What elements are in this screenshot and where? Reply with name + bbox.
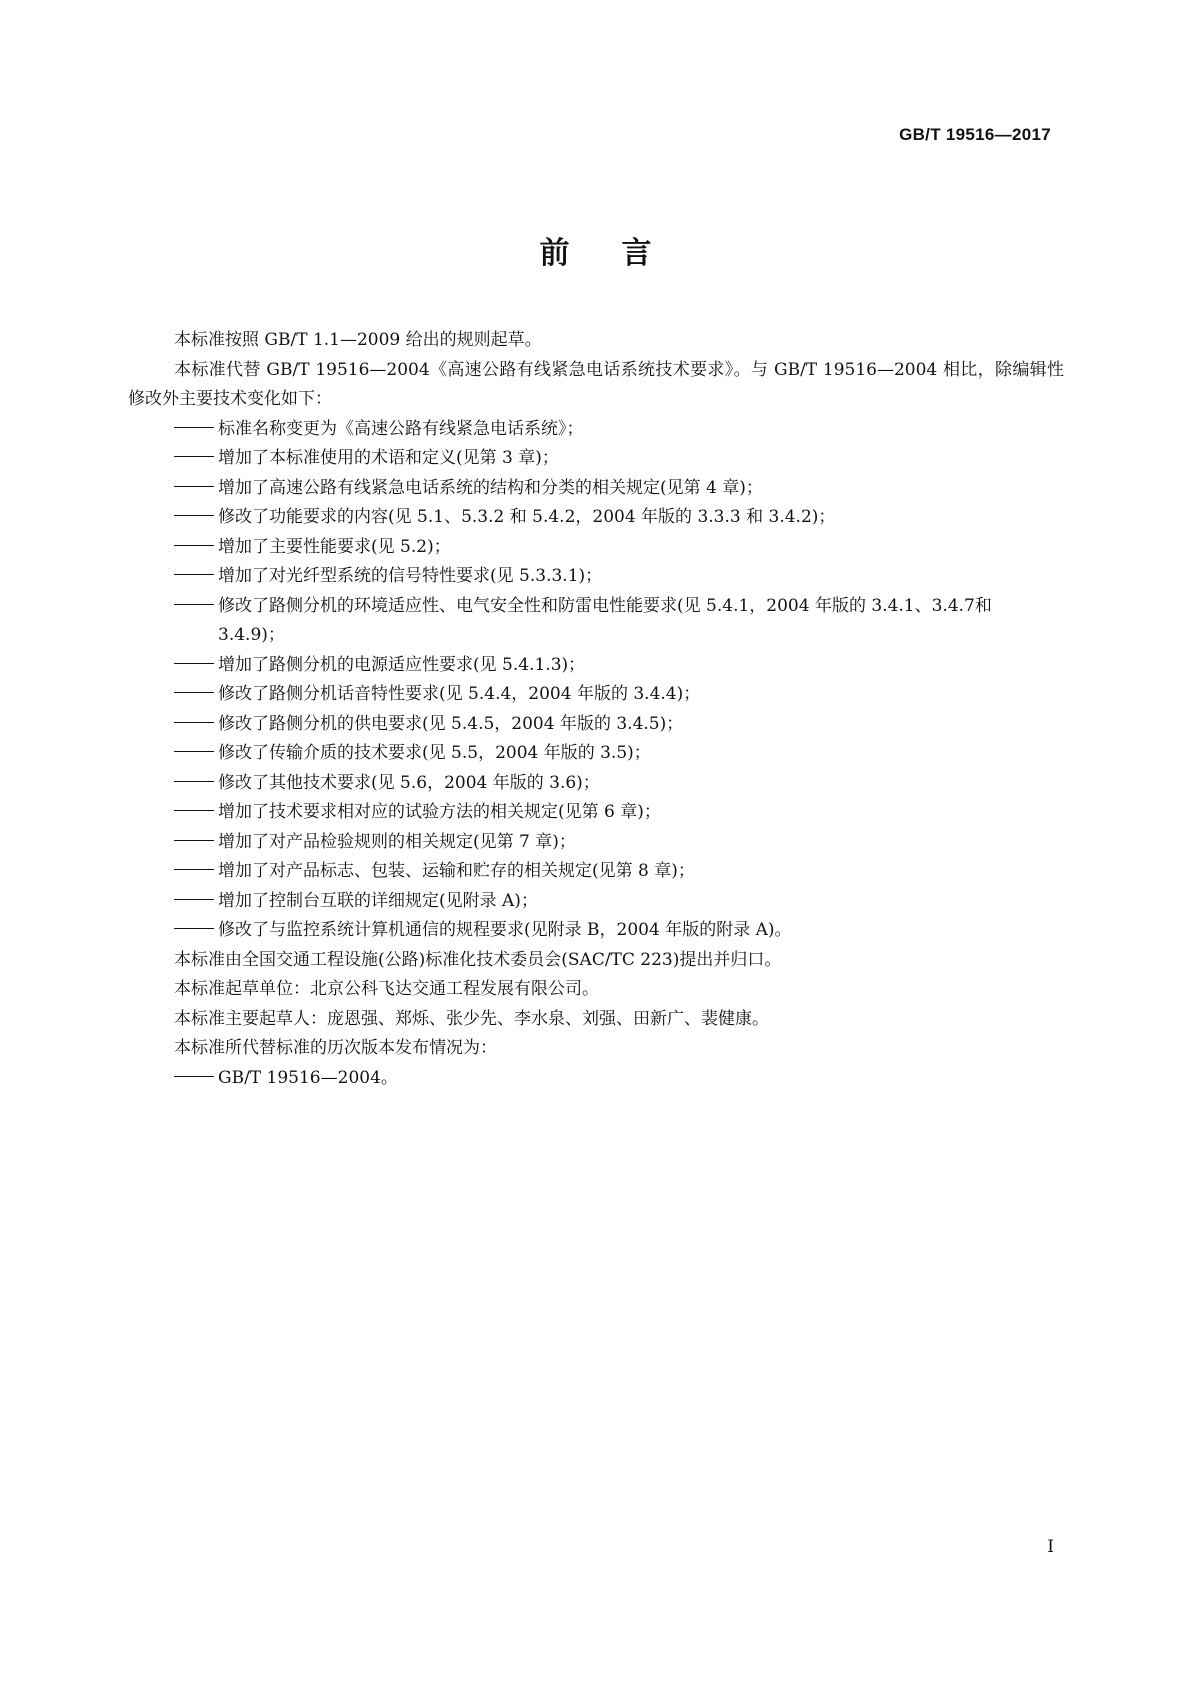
title-char-1: 前 — [539, 236, 570, 271]
changes-list — [128, 415, 1064, 946]
list-item-text: 修改了其他技术要求(见 5.6，2004 年版的 3.6)； — [218, 772, 600, 793]
list-item — [128, 474, 1064, 504]
dash-mark — [174, 1064, 218, 1094]
list-item-text: 修改了路侧分机的环境适应性、电气安全性和防雷电性能要求(见 5.4.1，2004 年版的 3.4.1、3.4.7和 3.4.9)； — [218, 595, 992, 645]
list-item — [128, 562, 1064, 592]
list-item — [128, 769, 1064, 799]
list-item — [128, 592, 1064, 651]
dash-mark — [174, 916, 218, 946]
list-item — [128, 680, 1064, 710]
dash-mark — [174, 739, 218, 769]
list-item-text: 修改了与监控系统计算机通信的规程要求(见附录 B，2004 年版的附录 A)。 — [218, 920, 792, 940]
list-item — [128, 503, 1064, 533]
list-item — [128, 533, 1064, 563]
list-item-text: 增加了控制台互联的详细规定(见附录 A)； — [218, 890, 538, 911]
list-item-text: 增加了对产品检验规则的相关规定(见第 7 章)； — [218, 831, 576, 852]
dash-mark — [174, 710, 218, 740]
list-item-text: 增加了主要性能要求(见 5.2)； — [218, 536, 451, 557]
list-item-text: 增加了技术要求相对应的试验方法的相关规定(见第 6 章)； — [218, 802, 661, 822]
list-item — [128, 415, 1064, 445]
dash-mark — [174, 680, 218, 710]
list-item-text: 增加了本标准使用的术语和定义(见第 3 章)； — [218, 448, 559, 468]
previous-versions-list — [128, 1064, 1064, 1094]
list-item — [128, 444, 1064, 474]
page-title — [0, 228, 1191, 272]
paragraph-replacement: 本标准代替 GB/T 19516—2004《高速公路有线紧急电话系统技术要求》。与 GB/T 19516—2004 相比，除编辑性修改外主要技术变化如下： — [128, 359, 1064, 409]
paragraph-proposer: 本标准由全国交通工程设施(公路)标准化技术委员会(SAC/TC 223)提出并归口。 — [174, 949, 782, 970]
dash-mark — [174, 887, 218, 917]
list-item-text: 增加了对产品标志、包装、运输和贮存的相关规定(见第 8 章)； — [218, 861, 695, 881]
dash-mark — [174, 592, 218, 622]
list-item-text: 标准名称变更为《高速公路有线紧急电话系统》； — [218, 418, 584, 439]
list-item-text: 修改了路侧分机的供电要求(见 5.4.5，2004 年版的 3.4.5)； — [218, 713, 684, 734]
list-item — [128, 710, 1064, 740]
dash-mark — [174, 562, 218, 592]
foreword-body — [128, 326, 1064, 1093]
page-number: I — [1047, 1537, 1054, 1557]
paragraph-drafters: 本标准主要起草人：庞恩强、郑烁、张少先、李水泉、刘强、田新广、裴健康。 — [174, 1008, 769, 1029]
standard-number: GB/T 19516—2017 — [899, 125, 1051, 144]
dash-mark — [174, 857, 218, 887]
paragraph-drafting-unit: 本标准起草单位：北京公科飞达交通工程发展有限公司。 — [174, 979, 599, 999]
list-item-text: 增加了对光纤型系统的信号特性要求(见 5.3.3.1)； — [218, 566, 603, 586]
list-item — [128, 857, 1064, 887]
list-item-text: 修改了功能要求的内容(见 5.1、5.3.2 和 5.4.2，2004 年版的 3.3.3 和 3.4.2)； — [218, 507, 836, 527]
list-item — [128, 916, 1064, 946]
dash-mark — [174, 444, 218, 474]
dash-mark — [174, 533, 218, 563]
dash-mark — [174, 651, 218, 681]
list-item-text: GB/T 19516—2004。 — [218, 1067, 398, 1088]
list-item — [128, 887, 1064, 917]
dash-mark — [174, 474, 218, 504]
list-item — [128, 828, 1064, 858]
list-item — [128, 798, 1064, 828]
dash-mark — [174, 798, 218, 828]
dash-mark — [174, 828, 218, 858]
list-item — [128, 739, 1064, 769]
list-item-text: 修改了传输介质的技术要求(见 5.5，2004 年版的 3.5)； — [218, 743, 651, 763]
list-item-text: 增加了高速公路有线紧急电话系统的结构和分类的相关规定(见第 4 章)； — [218, 477, 763, 498]
title-char-2: 言 — [621, 236, 652, 271]
list-item — [128, 1064, 1064, 1094]
dash-mark — [174, 503, 218, 533]
list-item-text: 修改了路侧分机话音特性要求(见 5.4.4，2004 年版的 3.4.4)； — [218, 684, 701, 704]
list-item-text: 增加了路侧分机的电源适应性要求(见 5.4.1.3)； — [218, 654, 586, 675]
dash-mark — [174, 415, 218, 445]
paragraph-drafting-rules: 本标准按照 GB/T 1.1—2009 给出的规则起草。 — [174, 330, 542, 350]
dash-mark — [174, 769, 218, 799]
list-item — [128, 651, 1064, 681]
paragraph-previous-versions: 本标准所代替标准的历次版本发布情况为： — [174, 1038, 497, 1058]
